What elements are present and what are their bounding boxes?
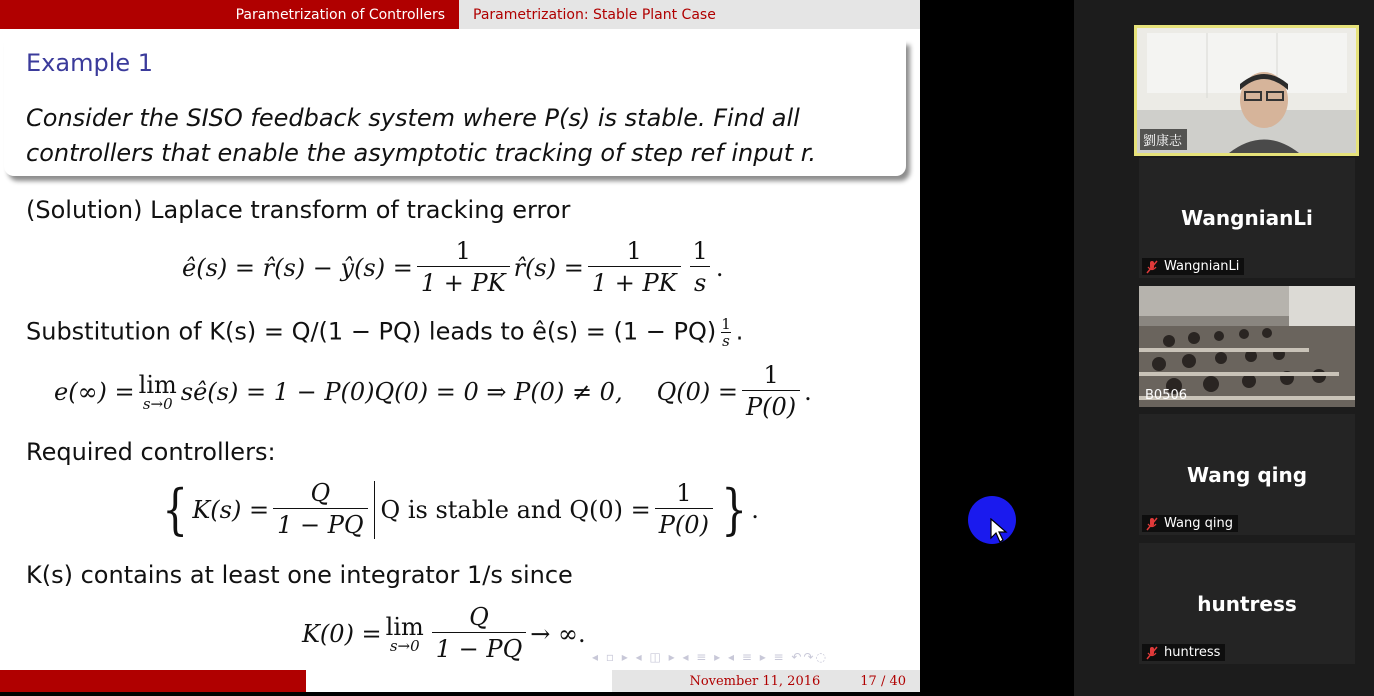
limit-operator (386, 613, 424, 655)
eq4-fraction (432, 602, 526, 665)
example-line-2: controllers that enable the asymptotic tracking of step ref input r. (26, 139, 817, 167)
eq3-period: . (751, 495, 759, 524)
denominator: 1 + PK (588, 266, 681, 299)
footer-white-bar (306, 670, 612, 692)
screen-share-margin (920, 0, 1074, 696)
slide-footer (0, 670, 920, 692)
mic-muted-icon (1145, 517, 1159, 531)
participant-display-name: Wang qing (1186, 463, 1308, 487)
numerator: 1 (676, 479, 692, 507)
numerator: 1 (692, 237, 708, 265)
numerator: 1 (721, 315, 731, 333)
numerator: Q (469, 603, 489, 631)
participant-display-name: WangnianLi (1181, 206, 1313, 230)
participant-tile-classroom[interactable] (1139, 286, 1355, 407)
participant-name-label (1142, 387, 1192, 404)
eq1-fraction-2 (588, 236, 681, 299)
slide-header (0, 0, 920, 29)
eq4-lhs: K(0) = (302, 619, 382, 648)
pointer-cursor-icon (990, 518, 1008, 544)
participant-name: WangnianLi (1164, 259, 1240, 274)
integrator-text: K(s) contains at least one integrator 1/s since (26, 561, 573, 589)
mic-muted-icon (1145, 260, 1159, 274)
footer-date: November 11, 2016 (689, 673, 821, 689)
lim-word: lim (385, 612, 424, 641)
limit-operator (139, 371, 177, 413)
equation-controller-set (158, 478, 759, 541)
example-title: Example 1 (26, 49, 154, 77)
right-brace: } (721, 477, 748, 541)
participant-name: huntress (1164, 645, 1221, 660)
denominator: s (722, 332, 730, 350)
footer-page: 17 / 40 (860, 673, 906, 689)
participant-name-label (1140, 129, 1187, 150)
substitution-main: Substitution of K(s) = Q/(1 − PQ) leads to ê(s) = (1 − PQ) (26, 317, 717, 346)
participant-name: B0506 (1145, 388, 1188, 403)
eq1-mid: r̂(s) = (513, 253, 584, 282)
section-title: Parametrization of Controllers (0, 0, 459, 29)
example-line-1: Consider the SISO feedback system where P(s) is stable. Find all (26, 104, 800, 132)
mic-muted-icon (1145, 646, 1159, 660)
participant-name: 劉康志 (1143, 134, 1183, 149)
participant-name-label (1142, 258, 1244, 275)
eq2-body: sê(s) = 1 − P(0)Q(0) = 0 ⇒ P(0) ≠ 0, (180, 377, 623, 406)
denominator: 1 + PK (417, 266, 510, 299)
eq4-tail: → ∞. (530, 619, 586, 648)
lim-subscript: s→0 (142, 394, 173, 413)
denominator: 1 − PQ (432, 632, 526, 665)
left-brace: { (162, 477, 189, 541)
eq2-q0: Q(0) = (656, 377, 738, 406)
footer-info (612, 670, 920, 692)
participant-name-label (1142, 515, 1238, 532)
example-block (4, 40, 906, 176)
eq3-k: K(s) = (192, 495, 270, 524)
denominator: 1 − PQ (273, 508, 367, 541)
footer-red-bar (0, 670, 306, 692)
numerator: 1 (763, 361, 779, 389)
substitution-period: . (735, 317, 744, 346)
participant-display-name: huntress (1197, 592, 1297, 616)
denominator: P(0) (742, 390, 800, 423)
substitution-text (26, 316, 743, 349)
participant-name: Wang qing (1164, 516, 1233, 531)
lim-word: lim (138, 370, 177, 399)
eq1-lhs: ê(s) = r̂(s) − ŷ(s) = (182, 253, 413, 282)
eq1-end: . (715, 253, 724, 282)
eq2-period: . (804, 377, 812, 406)
participant-tile-wang-qing[interactable] (1139, 414, 1355, 535)
lim-subscript: s→0 (389, 636, 420, 655)
participant-tile-huntress[interactable] (1139, 543, 1355, 664)
numerator: 1 (626, 237, 642, 265)
eq3-fraction-1 (273, 478, 367, 541)
eq2-fraction (742, 360, 800, 423)
numerator: 1 (455, 237, 471, 265)
equation-steady-state (54, 360, 812, 423)
equation-k0 (302, 602, 586, 665)
eq1-fraction-3 (689, 236, 712, 299)
participant-name-label (1142, 644, 1225, 661)
eq1-fraction-1 (417, 236, 510, 299)
solution-text: (Solution) Laplace transform of tracking error (26, 196, 571, 224)
numerator: Q (310, 479, 331, 507)
required-text: Required controllers: (26, 438, 276, 466)
substitution-fraction (720, 316, 732, 349)
eq2-lhs: e(∞) = (54, 377, 135, 406)
subsection-title: Parametrization: Stable Plant Case (459, 0, 920, 29)
beamer-navigation[interactable]: ◂ ▫ ▸ ◂ ◫ ▸ ◂ ≡ ▸ ◂ ≡ ▸ ≡ ↶↷◌ (592, 650, 828, 664)
participant-tile-teacher[interactable] (1134, 25, 1359, 156)
eq3-condition: Q is stable and Q(0) = (380, 495, 651, 524)
eq3-fraction-2 (655, 478, 713, 541)
denominator: P(0) (655, 508, 713, 541)
participant-tile-wangnianli[interactable] (1139, 158, 1355, 278)
equation-tracking-error (182, 236, 723, 299)
example-body (26, 101, 816, 171)
denominator: s (690, 266, 710, 299)
